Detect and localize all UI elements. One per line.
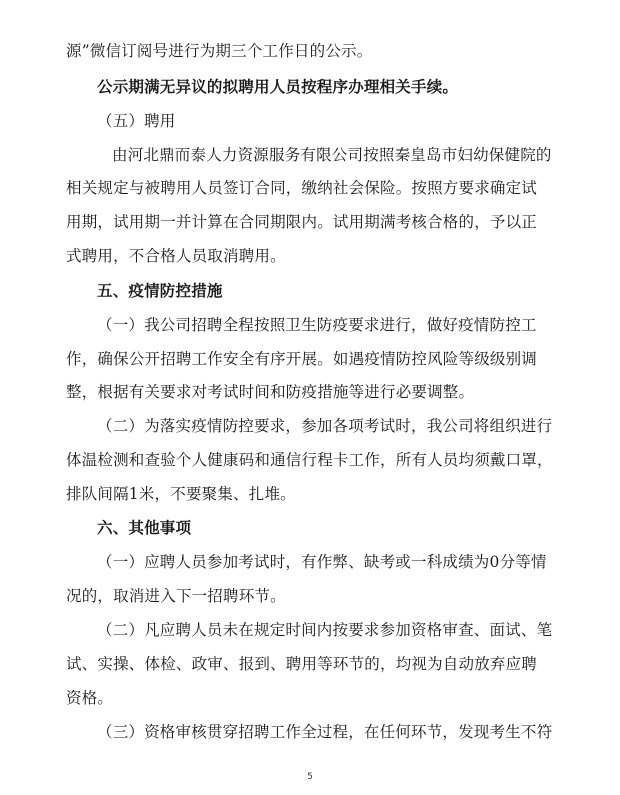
text-line-1: 源”微信订阅号进行为期三个工作日的公示。 (66, 42, 373, 60)
text-line-13: 体温检测和查验个人健康码和通信行程卡工作，所有人员均须戴口罩， (66, 451, 553, 469)
text-line-9: （一）我公司招聘全程按照卫生防疫要求进行，做好疫情防控工 (97, 316, 537, 334)
text-line-14: 排队间隔1米，不要聚集、扎堆。 (66, 485, 296, 503)
text-line-11: 整，根据有关要求对考试时间和防疫措施等进行必要调整。 (66, 383, 475, 401)
text-line-19: 试、实操、体检、政审、报到、聘用等环节的，均视为自动放弃应聘 (66, 655, 538, 673)
text-line-2: 公示期满无异议的拟聘用人员按程序办理相关手续。 (97, 77, 459, 96)
section-heading-other: 六、其他事项 (97, 518, 192, 537)
text-line-5: 相关规定与被聘用人员签订合同，缴纳社会保险。按照方要求确定试 (66, 179, 538, 197)
text-line-18: （二）凡应聘人员未在规定时间内按要求参加资格审查、面试、笔 (97, 621, 553, 639)
text-line-21: （三）资格审核贯穿招聘工作全过程，在任何环节，发现考生不符 (97, 723, 553, 741)
page-number: 5 (307, 772, 313, 782)
section-heading-hiring: （五）聘用 (97, 112, 176, 130)
text-line-7: 式聘用，不合格人员取消聘用。 (66, 247, 286, 265)
section-heading-epidemic: 五、疫情防控措施 (97, 281, 223, 300)
text-line-4: 由河北鼎而泰人力资源服务有限公司按照秦皇岛市妇幼保健院的 (112, 146, 552, 164)
text-line-12: （二）为落实疫情防控要求，参加各项考试时，我公司将组织进行 (97, 417, 553, 435)
text-line-20: 资格。 (66, 689, 114, 707)
text-line-17: 况的，取消进入下一招聘环节。 (66, 587, 286, 605)
text-line-16: （一）应聘人员参加考试时，有作弊、缺考或一科成绩为0分等情 (97, 553, 547, 571)
text-line-6: 用期，试用期一并计算在合同期限内。试用期满考核合格的，予以正 (66, 213, 538, 231)
text-line-10: 作，确保公开招聘工作安全有序开展。如遇疫情防控风险等级级别调 (66, 350, 538, 368)
